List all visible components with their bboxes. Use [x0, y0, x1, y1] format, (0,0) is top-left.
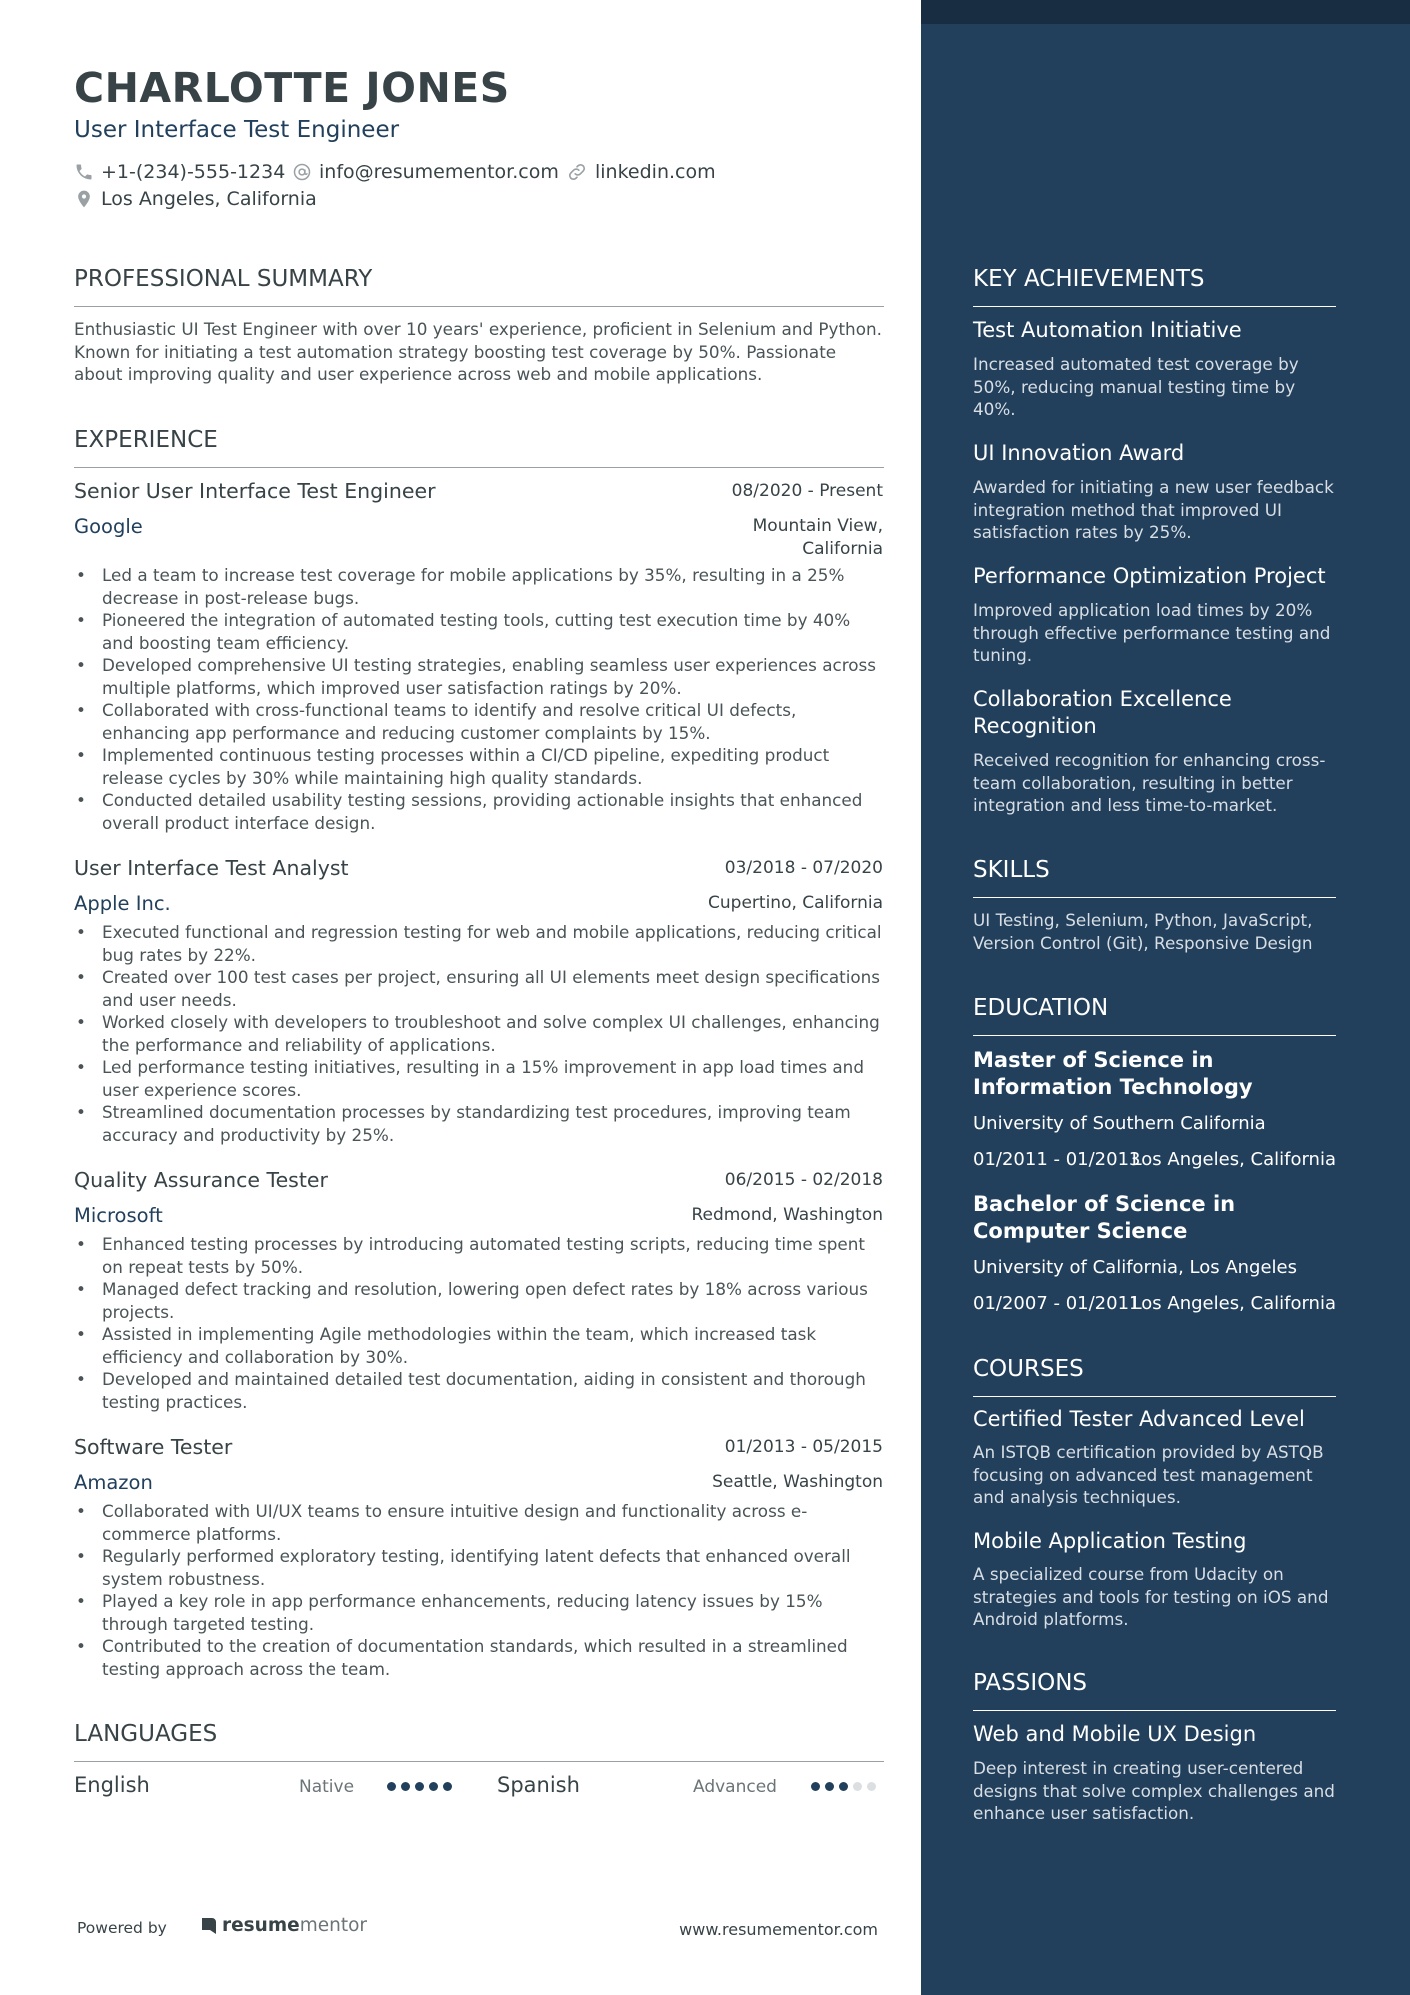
course-title: Mobile Application Testing	[973, 1529, 1247, 1553]
job-bullet: • Created over 100 test cases per project, ensuring all UI elements meet design specifications and user needs.	[74, 966, 884, 1011]
education-dates: 01/2011 - 01/2013	[973, 1149, 1141, 1170]
passion-text: Deep interest in creating user-centered designs that solve complex challenges and enhance user satisfaction.	[973, 1758, 1335, 1823]
rating-dot	[867, 1782, 876, 1791]
language-level: Native	[299, 1777, 355, 1797]
experience-divider	[74, 467, 884, 468]
education-school: University of California, Los Angeles	[973, 1257, 1298, 1278]
job-bullet: • Contributed to the creation of documentation standards, which resulted in a streamlined testing approach across the team.	[74, 1635, 884, 1680]
job-company: Amazon	[74, 1471, 153, 1494]
job-bullets	[74, 564, 884, 834]
job-title: Senior User Interface Test Engineer	[74, 479, 436, 503]
location-text: Los Angeles, California	[101, 188, 317, 210]
courses-heading: COURSES	[973, 1356, 1084, 1382]
job-bullet: • Developed comprehensive UI testing strategies, enabling seamless user experiences across multiple platforms, which improved user satisfaction ratings by 20%.	[74, 654, 884, 699]
contact-phone	[74, 161, 285, 183]
language-name: English	[74, 1773, 150, 1797]
job-bullet: • Collaborated with UI/UX teams to ensure intuitive design and functionality across e-commerce platforms.	[74, 1500, 884, 1545]
contact-email[interactable]	[292, 161, 559, 183]
phone-text: +1-(234)-555-1234	[101, 161, 286, 183]
achievement-title: Collaboration Excellence Recognition	[973, 687, 1232, 738]
skills-text: UI Testing, Selenium, Python, JavaScript, Version Control (Git), Responsive Design	[973, 910, 1313, 953]
job-bullet: • Conducted detailed usability testing sessions, providing actionable insights that enhanced overall product interface design.	[74, 789, 884, 834]
passions-heading: PASSIONS	[973, 1670, 1088, 1696]
powered-by-text: Powered by	[77, 1919, 167, 1937]
achievement-text: Awarded for initiating a new user feedback integration method that improved UI satisfaction rates by 25%.	[973, 477, 1334, 542]
job-title: Quality Assurance Tester	[74, 1168, 328, 1192]
job-bullet: • Managed defect tracking and resolution, lowering open defect rates by 18% across various projects.	[74, 1278, 884, 1323]
achievement-title: Performance Optimization Project	[973, 564, 1326, 588]
job-date: 01/2013 - 05/2015	[724, 1437, 883, 1457]
job-bullet: • Enhanced testing processes by introducing automated testing scripts, reducing time spent on repeat tests by 50%.	[74, 1233, 884, 1278]
job-bullets	[74, 1500, 884, 1680]
brand-name-light: mentor	[299, 1915, 367, 1936]
course-title: Certified Tester Advanced Level	[973, 1407, 1305, 1431]
job-bullet: • Pioneered the integration of automated testing tools, cutting test execution time by 40% and boosting team efficiency.	[74, 609, 884, 654]
education-location: Los Angeles, California	[1131, 1293, 1336, 1314]
job-bullet: • Worked closely with developers to troubleshoot and solve complex UI challenges, enhancing the performance and reliability of applications.	[74, 1011, 884, 1056]
job-bullet: • Led a team to increase test coverage for mobile applications by 35%, resulting in a 25% decrease in post-release bugs.	[74, 564, 884, 609]
language-name: Spanish	[497, 1773, 580, 1797]
achievements-divider	[973, 306, 1336, 307]
job-bullet: • Implemented continuous testing processes within a CI/CD pipeline, expediting product release cycles by 30% while maintaining high quality standards.	[74, 744, 884, 789]
sidebar-top-bar	[921, 0, 1410, 24]
course-text: An ISTQB certification provided by ASTQB focusing on advanced test management and analysis techniques.	[973, 1442, 1324, 1507]
brand-logo[interactable]	[200, 1915, 367, 1936]
education-heading: EDUCATION	[973, 995, 1109, 1021]
email-text[interactable]: info@resumementor.com	[319, 161, 559, 183]
rating-dot	[811, 1782, 820, 1791]
summary-heading: PROFESSIONAL SUMMARY	[74, 266, 373, 292]
language-rating	[811, 1782, 876, 1791]
rating-dot	[839, 1782, 848, 1791]
rating-dot	[401, 1782, 410, 1791]
job-date: 06/2015 - 02/2018	[724, 1170, 883, 1190]
achievement-title: UI Innovation Award	[973, 441, 1185, 465]
languages-divider	[74, 1761, 884, 1762]
rating-dot	[387, 1782, 396, 1791]
job-date: 03/2018 - 07/2020	[724, 858, 883, 878]
job-bullet: • Executed functional and regression testing for web and mobile applications, reducing critical bug rates by 22%.	[74, 921, 884, 966]
education-dates: 01/2007 - 01/2011	[973, 1293, 1141, 1314]
skills-heading: SKILLS	[973, 857, 1050, 883]
job-bullet: • Collaborated with cross-functional teams to identify and resolve critical UI defects, enhancing app performance and reducing customer complaints by 15%.	[74, 699, 884, 744]
course-text: A specialized course from Udacity on strategies and tools for testing on iOS and Android platforms.	[973, 1564, 1329, 1629]
language-level: Advanced	[693, 1777, 777, 1797]
passion-title: Web and Mobile UX Design	[973, 1722, 1257, 1746]
link-icon	[566, 161, 588, 183]
courses-divider	[973, 1396, 1336, 1397]
rating-dot	[415, 1782, 424, 1791]
footer-website[interactable]: www.resumementor.com	[679, 1920, 878, 1939]
achievement-text: Improved application load times by 20% through effective performance testing and tuning.	[973, 600, 1331, 665]
job-location: Seattle, Washington	[712, 1472, 883, 1492]
languages-heading: LANGUAGES	[74, 1721, 218, 1747]
education-degree: Master of Science in Information Technology	[973, 1048, 1253, 1099]
job-title: User Interface Test Analyst	[74, 856, 349, 880]
resumementor-logo-icon	[200, 1916, 218, 1936]
job-company: Apple Inc.	[74, 892, 171, 915]
job-bullet: • Led performance testing initiatives, resulting in a 15% improvement in app load times and user experience scores.	[74, 1056, 884, 1101]
rating-dot	[443, 1782, 452, 1791]
contact-location	[74, 188, 317, 210]
job-title: Software Tester	[74, 1435, 233, 1459]
at-icon	[292, 162, 312, 182]
achievement-title: Test Automation Initiative	[973, 318, 1242, 342]
linkedin-text[interactable]: linkedin.com	[595, 161, 716, 183]
achievements-heading: KEY ACHIEVEMENTS	[973, 266, 1205, 292]
education-school: University of Southern California	[973, 1113, 1266, 1134]
contact-linkedin[interactable]	[566, 161, 716, 183]
achievement-text: Increased automated test coverage by 50%, reducing manual testing time by 40%.	[973, 354, 1299, 419]
summary-text: Enthusiastic UI Test Engineer with over 10 years' experience, proficient in Selenium and Python. Known for initiating a test automation strategy boosting test coverage by 50%. Passionate about improving quality and user experience across web and mobile applications.	[74, 319, 882, 384]
brand-name-bold: resume	[222, 1915, 300, 1936]
experience-heading: EXPERIENCE	[74, 427, 218, 453]
achievement-text: Received recognition for enhancing cross-team collaboration, resulting in better integration and less time-to-market.	[973, 750, 1326, 815]
job-bullets	[74, 921, 884, 1146]
education-degree: Bachelor of Science in Computer Science	[973, 1192, 1236, 1243]
rating-dot	[825, 1782, 834, 1791]
summary-divider	[74, 306, 884, 307]
location-pin-icon	[74, 188, 94, 210]
job-bullet: • Streamlined documentation processes by standardizing test procedures, improving team accuracy and productivity by 25%.	[74, 1101, 884, 1146]
phone-icon	[74, 162, 94, 182]
education-divider	[973, 1035, 1336, 1036]
job-bullet: • Regularly performed exploratory testing, identifying latent defects that enhanced overall system robustness.	[74, 1545, 884, 1590]
job-bullet: • Assisted in implementing Agile methodologies within the team, which increased task efficiency and collaboration by 30%.	[74, 1323, 884, 1368]
candidate-title: User Interface Test Engineer	[74, 117, 400, 143]
job-date: 08/2020 - Present	[731, 481, 883, 501]
rating-dot	[853, 1782, 862, 1791]
candidate-name: CHARLOTTE JONES	[74, 64, 510, 112]
job-bullet: • Developed and maintained detailed test documentation, aiding in consistent and thorough testing practices.	[74, 1368, 884, 1413]
job-company: Google	[74, 515, 143, 538]
language-rating	[387, 1782, 452, 1791]
job-bullets	[74, 1233, 884, 1413]
rating-dot	[429, 1782, 438, 1791]
job-location: Redmond, Washington	[691, 1205, 883, 1225]
job-bullet: • Played a key role in app performance enhancements, reducing latency issues by 15% through targeted testing.	[74, 1590, 884, 1635]
education-location: Los Angeles, California	[1131, 1149, 1336, 1170]
job-location: Cupertino, California	[708, 893, 883, 913]
skills-divider	[973, 897, 1336, 898]
job-location: Mountain View, California	[752, 516, 883, 559]
job-company: Microsoft	[74, 1204, 163, 1227]
passions-divider	[973, 1710, 1336, 1711]
